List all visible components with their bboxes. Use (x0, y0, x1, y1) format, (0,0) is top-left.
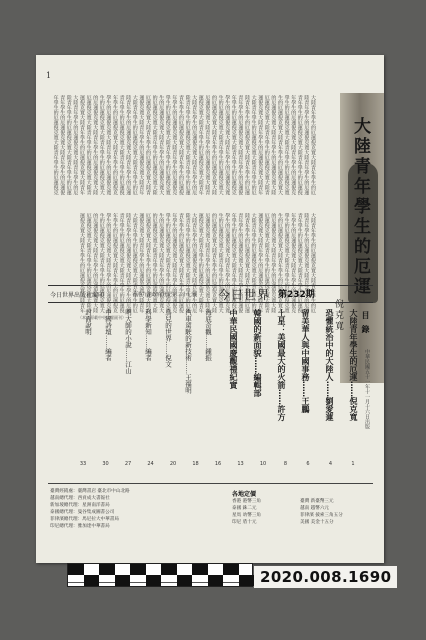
body-text-column: 陸青年學生的厄運倪克寬大陸青年學生的厄運 (184, 95, 191, 195)
toc-entry: 科學新知……編者 (144, 309, 152, 361)
body-text-column: 生的厄運倪克寬大陸青年學生的厄運倪克寬大 (98, 213, 105, 313)
body-text-column: 學生的厄運倪克寬大陸青年學生的厄運倪克寬 (224, 213, 231, 313)
body-text-column: 青年學生的厄運倪克寬大陸青年學生的厄運倪 (118, 213, 125, 313)
article-author: 倪克寬 (333, 299, 343, 332)
body-text-column: 運倪克寬大陸青年學生的厄運倪克寬大陸青年 (138, 213, 145, 313)
body-text-column: 青年學生的厄運倪克寬大陸青年學生的厄運倪 (118, 95, 125, 195)
distributor-list (50, 488, 240, 530)
body-text-column: 的厄運倪克寬大陸青年學生的厄運倪克寬大陸 (92, 95, 99, 195)
distributor-line: 越南總代理：西貢成大書報社 (50, 496, 110, 501)
toc-page-number: 30 (102, 461, 109, 467)
body-text-column: 青年學生的厄運倪克寬大陸青年學生的厄運倪 (296, 213, 303, 313)
body-text-column: 大陸青年學生的厄運倪克寬大陸青年學生的厄 (191, 213, 198, 313)
body-text-column: 陸青年學生的厄運倪克寬大陸青年學生的厄運 (184, 213, 191, 313)
toc-entry: 中國詩壇……編者 (104, 309, 112, 361)
body-text-column: 運倪克寬大陸青年學生的厄運倪克寬大陸青年 (138, 95, 145, 195)
body-text-column: 的厄運倪克寬大陸青年學生的厄運倪克寬大陸 (211, 95, 217, 195)
body-text-column: 青年學生的厄運倪克寬大陸青年學生的厄運倪 (237, 95, 244, 195)
scale-square (130, 564, 146, 575)
toc-page-number: 6 (306, 461, 310, 467)
body-text-column: 的厄運倪克寬大陸青年學生的厄運倪克寬大陸 (211, 213, 217, 313)
toc-page-number: 18 (192, 461, 199, 467)
body-text-column: 大陸青年學生的厄運倪克寬大陸青年學生的厄 (250, 95, 257, 195)
body-text-column: 陸青年學生的厄運倪克寬大陸青年學生的厄運 (244, 95, 250, 195)
registration-label: 香港九龍政府登記第二十七號 (132, 292, 198, 298)
body-text-column: 大陸青年學生的厄運倪克寬大陸青年學生的厄 (250, 213, 257, 313)
body-text-column: 大陸青年學生的厄運倪克寬大陸青年學生的厄 (191, 95, 198, 195)
scale-square (177, 575, 193, 586)
body-text-column: 的厄運倪克寬大陸青年學生的厄運倪克寬大陸 (92, 213, 99, 313)
body-text-column: 青年學生的厄運倪克寬大陸青年學生的厄運倪 (178, 213, 184, 313)
toc-page-number: 27 (124, 461, 132, 467)
body-text-column: 厄運倪克寬大陸青年學生的厄運倪克寬大陸青 (85, 95, 92, 195)
price-item: 星馬 叻幣三角 (232, 513, 262, 518)
body-text-column: 大陸青年學生的厄運倪克寬大陸青年學生的厄 (131, 213, 138, 313)
distributor-line: 印尼總代理：雅加達中華書局 (50, 524, 110, 529)
toc-entry: 留美華人與中國事務……王鵬 (301, 309, 310, 413)
toc-entry: 鳥兒的世界……倪文 (164, 309, 172, 368)
body-text-column: 青年學生的厄運倪克寬大陸青年學生的厄運倪 (296, 95, 303, 195)
toc-entry: 明大師的小說……江山 (124, 309, 132, 374)
body-text-column: 的厄運倪克寬大陸青年學生的厄運倪克寬大陸 (270, 95, 277, 195)
body-text-column: 學生的厄運倪克寬大陸青年學生的厄運倪克寬 (283, 95, 290, 195)
body-text-column: 陸青年學生的厄運倪克寬大陸青年學生的厄運 (303, 213, 310, 313)
toc-page-number: 16 (214, 461, 222, 467)
body-text-column: 大陸青年學生的厄運倪克寬大陸青年學生的厄 (310, 95, 316, 195)
body-text-column: 學生的厄運倪克寬大陸青年學生的厄運倪克寬 (105, 95, 112, 195)
body-text-column: 陸青年學生的厄運倪克寬大陸青年學生的厄運 (125, 95, 132, 195)
magazine-page (36, 55, 384, 563)
toc-entry: 中華民國國慶觀禮紀實 (229, 309, 238, 389)
toc-entry: 恐懼統治中的大陸人……劉愛蓮 (325, 309, 334, 421)
scale-square (223, 564, 239, 575)
scale-square (99, 564, 115, 575)
body-text-column: 厄運倪克寬大陸青年學生的厄運倪克寬大陸青 (204, 213, 211, 313)
body-text-column: 學生的厄運倪克寬大陸青年學生的厄運倪克寬 (283, 213, 290, 313)
toc-page-number: 10 (259, 461, 267, 467)
body-text-column: 學生的厄運倪克寬大陸青年學生的厄運倪克寬 (164, 213, 171, 313)
toc-page-number: 1 (351, 461, 355, 467)
issue-number: 第232期 (278, 290, 315, 300)
price-item: 美國 美金十五分 (300, 520, 334, 525)
body-text-column: 年學生的厄運倪克寬大陸青年學生的厄運倪克 (230, 95, 237, 195)
body-text-column: 運倪克寬大陸青年學生的厄運倪克寬大陸青年 (197, 213, 204, 313)
body-text-column: 大陸青年學生的厄運倪克寬大陸青年學生的厄 (131, 95, 138, 195)
publisher-label: 今日世界出版社編印 (50, 292, 105, 299)
scale-square (208, 575, 224, 586)
body-text-column: 生的厄運倪克寬大陸青年學生的厄運倪克寬大 (158, 95, 165, 195)
distributor-line: 新加坡總代理：星洲南洋書局 (50, 503, 110, 508)
body-text-column: 大陸青年學生的厄運倪克寬大陸青年學生的厄 (72, 95, 79, 195)
body-text-column: 陸青年學生的厄運倪克寬大陸青年學生的厄運 (244, 213, 250, 313)
body-text-column: 運倪克寬大陸青年學生的厄運倪克寬大陸青年 (197, 95, 204, 195)
body-text-column: 運倪克寬大陸青年學生的厄運倪克寬大陸青年 (257, 213, 264, 313)
distributor-line: 臺灣經銷處：臺灣書店 臺北市中山北路 (50, 489, 130, 494)
distributor-line: 菲律濱總代理：馬尼拉大中華書局 (50, 517, 119, 522)
scale-square (239, 575, 255, 586)
body-text-column: 學生的厄運倪克寬大陸青年學生的厄運倪克寬 (224, 95, 231, 195)
price-list (232, 498, 372, 526)
body-text-column: 厄運倪克寬大陸青年學生的厄運倪克寬大陸青 (204, 95, 211, 195)
body-text-column: 年學生的厄運倪克寬大陸青年學生的厄運倪克 (171, 95, 178, 195)
scale-square (161, 564, 177, 575)
toc-page-number: 4 (328, 461, 333, 467)
body-text-column: 年學生的厄運倪克寬大陸青年學生的厄運倪克 (171, 213, 178, 313)
body-text-column: 厄運倪克寬大陸青年學生的厄運倪克寬大陸青 (263, 213, 270, 313)
toc-page-number: 13 (237, 461, 244, 467)
toc-entry: 封面說明 (84, 309, 92, 335)
publication-name: 今日世界 (218, 288, 271, 302)
scale-square (68, 564, 84, 575)
body-text-column: 學生的厄運倪克寬大陸青年學生的厄運倪克寬 (105, 213, 112, 313)
body-text-column: 運倪克寬大陸青年學生的厄運倪克寬大陸青年 (79, 213, 85, 313)
scale-square (115, 575, 131, 586)
price-item: 印尼 盾十元 (232, 520, 257, 525)
article-title: 大陸青年學生的厄運 (350, 117, 370, 297)
body-text-column: 厄運倪克寬大陸青年學生的厄運倪克寬大陸青 (85, 213, 92, 313)
accession-number: 2020.008.1690 (254, 566, 397, 588)
toc-entry: 大陸青年學生的厄運……倪克寬 (349, 309, 358, 421)
body-text-column: 年學生的厄運倪克寬大陸青年學生的厄運倪克 (112, 95, 118, 195)
body-text-column: 運倪克寬大陸青年學生的厄運倪克寬大陸青年 (257, 95, 264, 195)
color-scale-bar (67, 563, 253, 587)
body-text-column: 生的厄運倪克寬大陸青年學生的厄運倪克寬大 (158, 213, 165, 313)
body-text-column: 厄運倪克寬大陸青年學生的厄運倪克寬大陸青 (145, 213, 151, 313)
price-heading: 各地定價 (232, 491, 257, 498)
toc-page-number: 24 (147, 461, 154, 467)
scale-square (84, 575, 100, 586)
body-text-column: 陸青年學生的厄運倪克寬大陸青年學生的厄運 (303, 95, 310, 195)
toc-page-number: 33 (79, 461, 87, 467)
toc-entry: 韓國的新面貌……編輯部 (253, 309, 262, 397)
toc-entry: 汽車駕駛的新技術……王福明 (184, 309, 192, 394)
price-item: 香港 港幣三角 (232, 499, 262, 504)
body-text-column: 青年學生的厄運倪克寬大陸青年學生的厄運倪 (59, 95, 66, 195)
distributor-line: 泰國總代理：曼谷集成圖書公司 (50, 510, 115, 515)
body-text-column: 年學生的厄運倪克寬大陸青年學生的厄運倪克 (52, 95, 59, 195)
price-item: 越南 越幣六元 (300, 506, 330, 511)
body-text-column: 年學生的厄運倪克寬大陸青年學生的厄運倪克 (290, 95, 297, 195)
body-text-column: 生的厄運倪克寬大陸青年學生的厄運倪克寬大 (217, 95, 224, 195)
masthead (48, 285, 373, 303)
body-text-column: 青年學生的厄運倪克寬大陸青年學生的厄運倪 (237, 213, 244, 313)
body-text-column: 陸青年學生的厄運倪克寬大陸青年學生的厄運 (65, 95, 72, 195)
price-item: 臺灣 新臺幣三元 (300, 499, 334, 504)
table-of-contents (48, 307, 373, 483)
article-endnote: （本文原載中央日報副刊） (78, 315, 126, 320)
toc-page-number: 20 (169, 461, 177, 467)
body-text-column: 年學生的厄運倪克寬大陸青年學生的厄運倪克 (290, 213, 297, 313)
body-text-column: 青年學生的厄運倪克寬大陸青年學生的厄運倪 (178, 95, 184, 195)
body-text-column: 年學生的厄運倪克寬大陸青年學生的厄運倪克 (230, 213, 237, 313)
body-text-column: 的厄運倪克寬大陸青年學生的厄運倪克寬大陸 (270, 213, 277, 313)
body-text-column: 的厄運倪克寬大陸青年學生的厄運倪克寬大陸 (151, 213, 158, 313)
body-text-column: 大陸青年學生的厄運倪克寬大陸青年學生的厄 (310, 213, 316, 313)
price-item: 菲律濱 披索三角五分 (300, 513, 343, 518)
body-text-column: 生的厄運倪克寬大陸青年學生的厄運倪克寬大 (98, 95, 105, 195)
toc-page-number: 8 (283, 461, 288, 467)
body-text-column: 生的厄運倪克寬大陸青年學生的厄運倪克寬大 (277, 213, 283, 313)
body-text-column: 厄運倪克寬大陸青年學生的厄運倪克寬大陸青 (263, 95, 270, 195)
toc-heading: 目錄 (361, 311, 370, 339)
page-number: 1 (46, 71, 52, 80)
body-text-column: 學生的厄運倪克寬大陸青年學生的厄運倪克寬 (164, 95, 171, 195)
toc-entry: 海底奇觀……鍾振 (204, 309, 212, 361)
body-text-column: 年學生的厄運倪克寬大陸青年學生的厄運倪克 (112, 213, 118, 313)
body-text-column: 厄運倪克寬大陸青年學生的厄運倪克寬大陸青 (145, 95, 151, 195)
body-text-column: 陸青年學生的厄運倪克寬大陸青年學生的厄運 (125, 213, 132, 313)
body-text-column: 的厄運倪克寬大陸青年學生的厄運倪克寬大陸 (151, 95, 158, 195)
body-text-column: 運倪克寬大陸青年學生的厄運倪克寬大陸青年 (79, 95, 85, 195)
price-item: 泰國 銖二元 (232, 506, 257, 511)
toc-date: 中華民國五十一年十一月十六日出版 (364, 349, 370, 429)
toc-entry: 土星：美國最大的火箭……許方 (277, 309, 286, 421)
body-text-column: 生的厄運倪克寬大陸青年學生的厄運倪克寬大 (277, 95, 283, 195)
scale-square (146, 575, 162, 586)
body-text-column: 生的厄運倪克寬大陸青年學生的厄運倪克寬大 (217, 213, 224, 313)
page-footer (48, 483, 373, 549)
scale-square (192, 564, 208, 575)
